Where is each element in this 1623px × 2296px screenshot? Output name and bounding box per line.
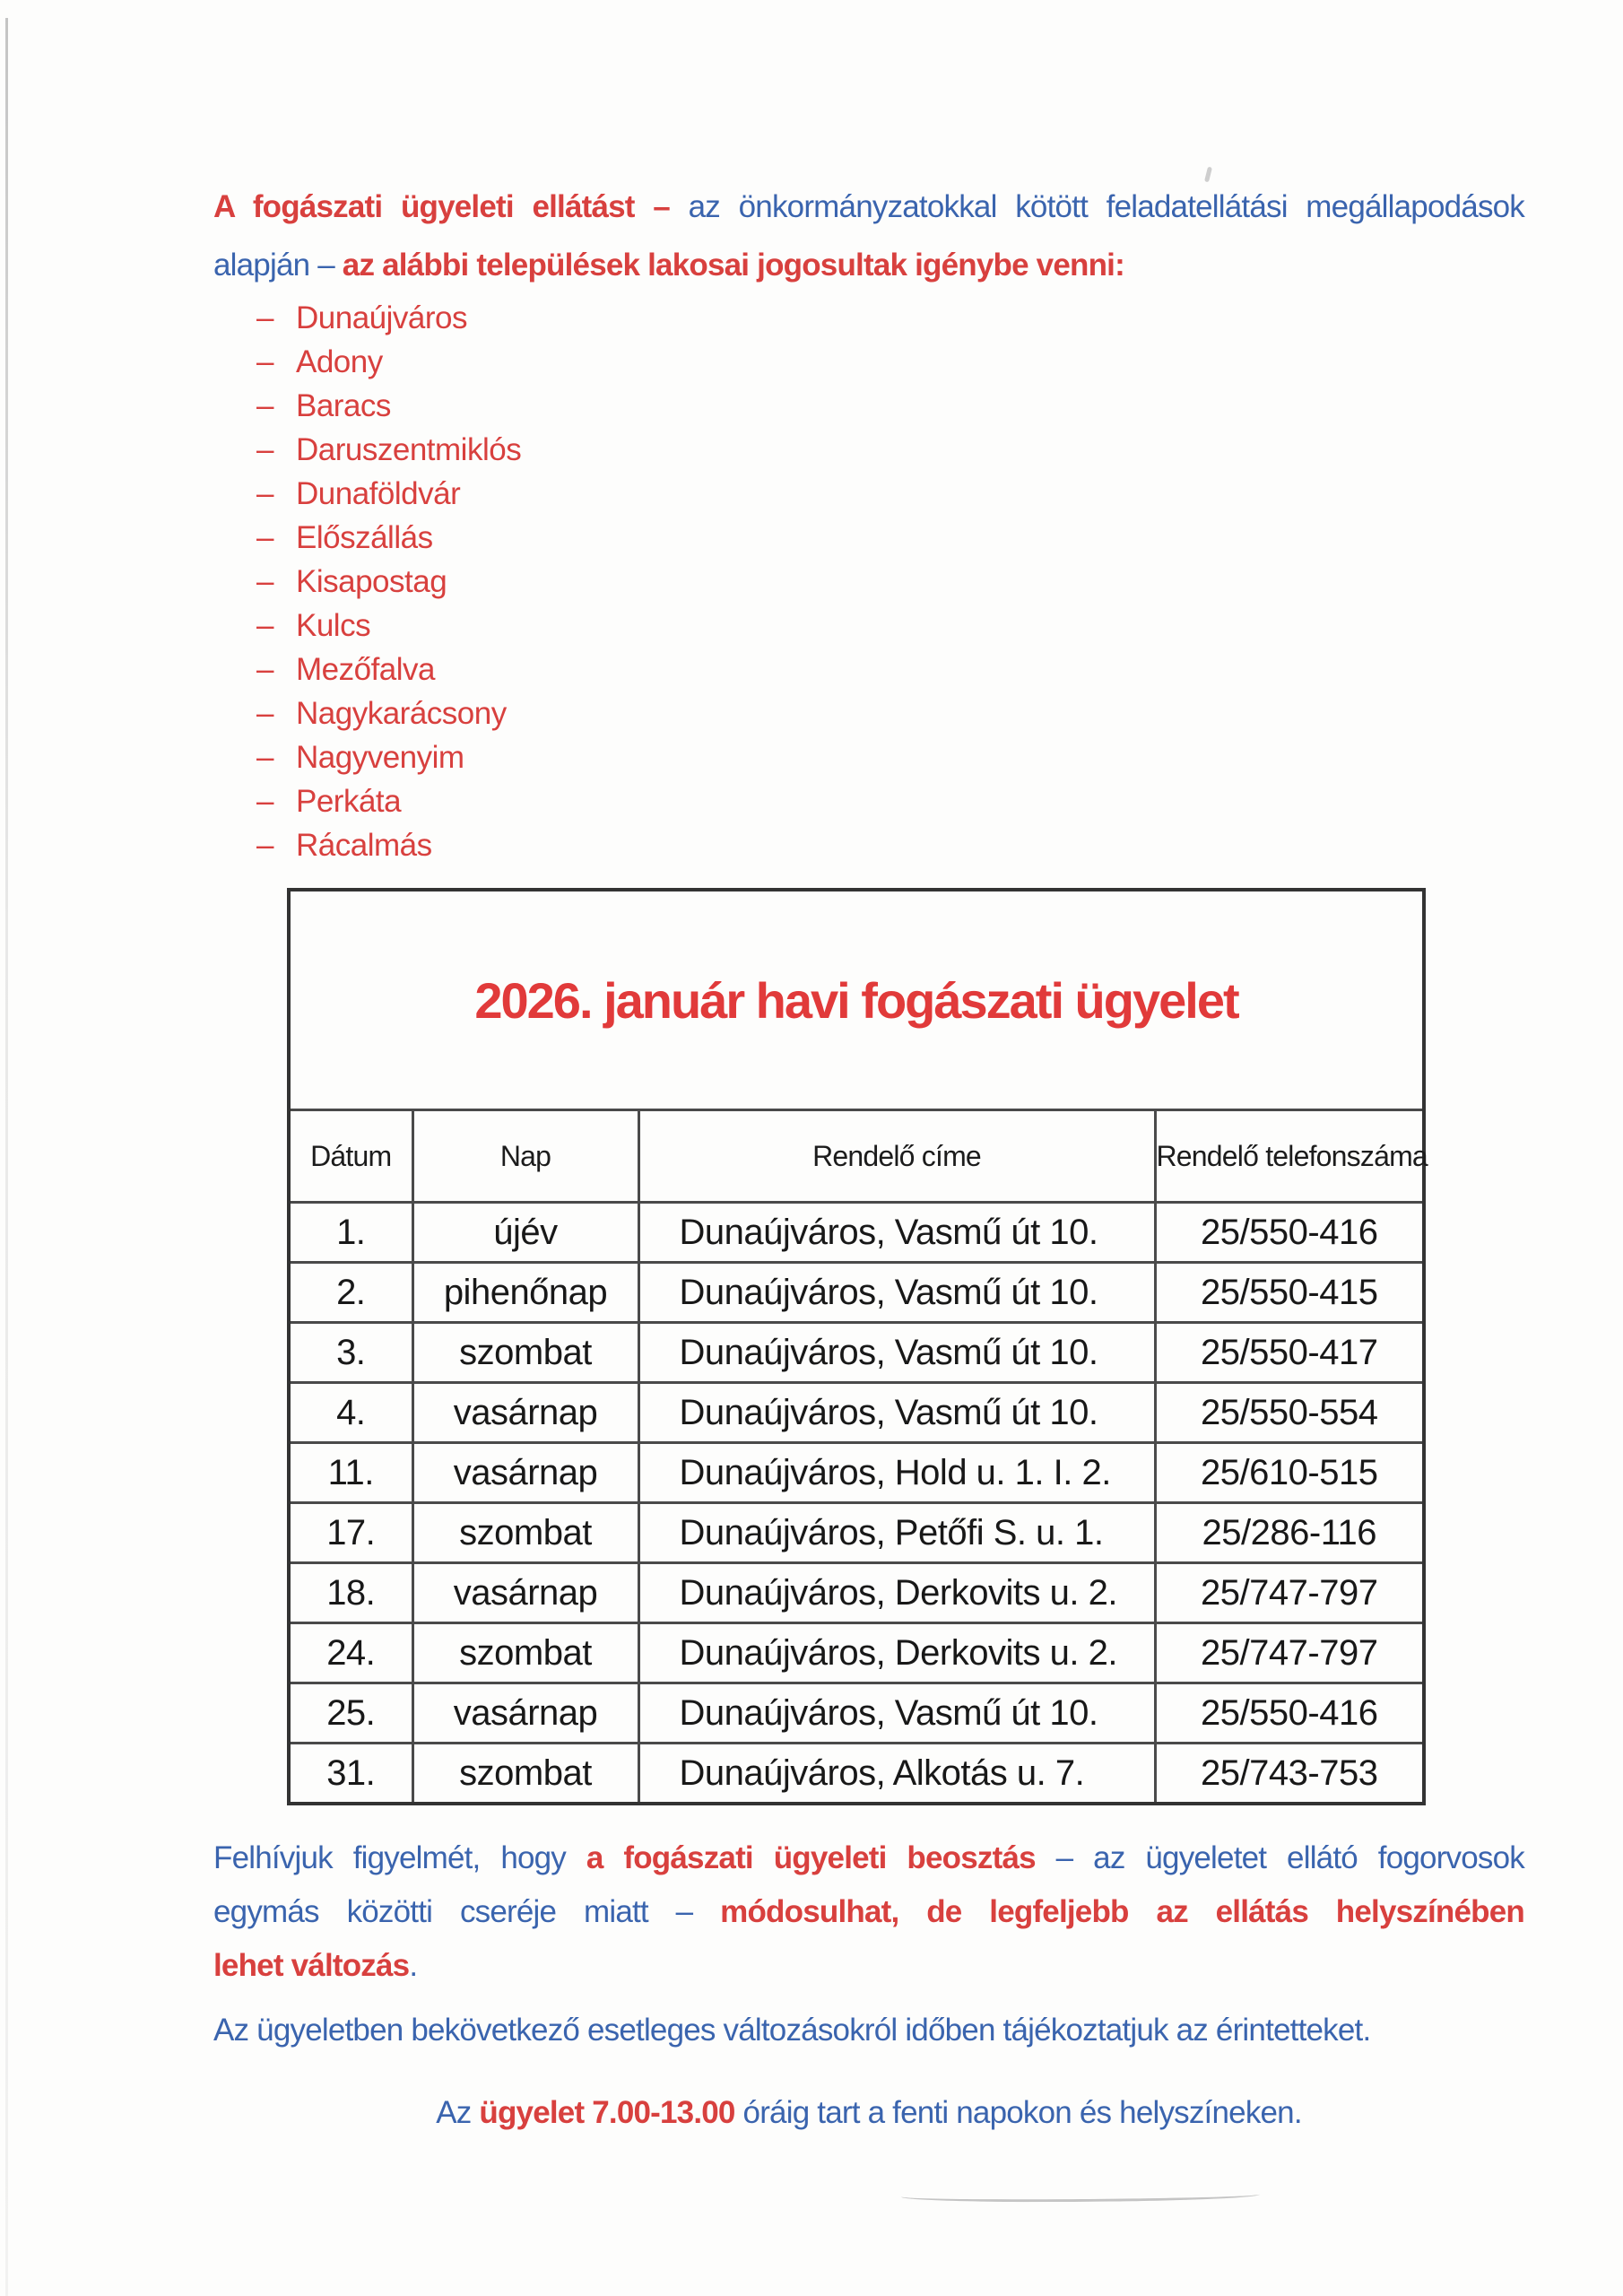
- intro-dash: –: [634, 189, 689, 224]
- list-dash: –: [256, 564, 273, 599]
- cell-day: szombat: [412, 1323, 638, 1383]
- cell-address: Dunaújváros, Vasmű út 10.: [638, 1323, 1155, 1383]
- notes-section: [213, 1831, 1524, 2140]
- cell-day: szombat: [412, 1623, 638, 1683]
- list-dash: –: [256, 784, 273, 819]
- list-dash: –: [256, 740, 273, 775]
- cell-day: vasárnap: [412, 1683, 638, 1744]
- town-item: [256, 691, 1063, 735]
- note-red-text: a fogászati ügyeleti beosztás: [586, 1840, 1036, 1875]
- town-label: Nagykarácsony: [296, 696, 507, 731]
- column-header-telefon: Rendelő telefonszáma: [1155, 1110, 1424, 1203]
- note-red-text: módosulhat, de legfeljebb az ellátás helyszínében: [720, 1894, 1525, 1929]
- table-row: [289, 1503, 1424, 1563]
- town-item: [256, 428, 1063, 472]
- town-item: [256, 779, 1063, 823]
- town-label: Kisapostag: [296, 564, 447, 599]
- town-item: [256, 472, 1063, 516]
- table-title: 2026. január havi fogászati ügyelet: [289, 890, 1424, 1110]
- list-dash: –: [256, 828, 273, 863]
- cell-day: szombat: [412, 1744, 638, 1805]
- list-dash: –: [256, 300, 273, 335]
- list-dash: –: [256, 476, 273, 511]
- town-label: Perkáta: [296, 784, 402, 819]
- note-blue-text: Az: [436, 2095, 480, 2130]
- town-item: [256, 604, 1063, 648]
- note-blue-text: Felhívjuk figyelmét, hogy: [213, 1840, 586, 1875]
- town-label: Dunaföldvár: [296, 476, 461, 511]
- cell-date: 17.: [289, 1503, 412, 1563]
- cell-day: vasárnap: [412, 1563, 638, 1623]
- town-label: Baracs: [296, 388, 391, 423]
- cell-date: 11.: [289, 1443, 412, 1503]
- table-row: [289, 1623, 1424, 1683]
- column-header-datum: Dátum: [289, 1110, 412, 1203]
- town-item: [256, 735, 1063, 779]
- table-header-row: [289, 1110, 1424, 1203]
- cell-date: 18.: [289, 1563, 412, 1623]
- town-item: [256, 516, 1063, 560]
- intro-red-lead: A fogászati ügyeleti ellátást: [213, 189, 635, 224]
- scan-smudge-artifact: [901, 2187, 1260, 2204]
- table-row: [289, 1563, 1424, 1623]
- cell-phone: 25/550-416: [1155, 1683, 1424, 1744]
- cell-address: Dunaújváros, Alkotás u. 7.: [638, 1744, 1155, 1805]
- town-item: [256, 648, 1063, 691]
- cell-date: 1.: [289, 1203, 412, 1263]
- intro-blue-mid: az önkormányzatokkal kötött feladatellátási megállapodások: [688, 189, 1525, 224]
- town-label: Rácalmás: [296, 828, 432, 863]
- scan-edge-artifact: [5, 18, 8, 2296]
- cell-address: Dunaújváros, Vasmű út 10.: [638, 1203, 1155, 1263]
- cell-day: pihenőnap: [412, 1263, 638, 1323]
- list-dash: –: [256, 388, 273, 423]
- cell-day: újév: [412, 1203, 638, 1263]
- cell-day: vasárnap: [412, 1443, 638, 1503]
- cell-date: 3.: [289, 1323, 412, 1383]
- cell-phone: 25/550-417: [1155, 1323, 1424, 1383]
- cell-address: Dunaújváros, Petőfi S. u. 1.: [638, 1503, 1155, 1563]
- cell-address: Dunaújváros, Vasmű út 10.: [638, 1263, 1155, 1323]
- cell-phone: 25/550-415: [1155, 1263, 1424, 1323]
- list-dash: –: [256, 432, 273, 467]
- note-line-2: [213, 1885, 1524, 1939]
- town-label: Daruszentmiklós: [296, 432, 522, 467]
- list-dash: –: [256, 608, 273, 643]
- cell-date: 4.: [289, 1383, 412, 1443]
- cell-phone: 25/550-416: [1155, 1203, 1424, 1263]
- table-row: [289, 1683, 1424, 1744]
- note-red-text: lehet változás: [213, 1948, 410, 1983]
- town-item: [256, 823, 1063, 867]
- intro-line-2: [213, 236, 1524, 294]
- cell-address: Dunaújváros, Hold u. 1. I. 2.: [638, 1443, 1155, 1503]
- note-red-text: ügyelet 7.00-13.00: [479, 2095, 735, 2130]
- table-row: [289, 1744, 1424, 1805]
- table-row: [289, 1323, 1424, 1383]
- town-list: [256, 296, 1063, 867]
- cell-phone: 25/747-797: [1155, 1623, 1424, 1683]
- intro-line-1: [213, 178, 1524, 236]
- cell-address: Dunaújváros, Vasmű út 10.: [638, 1683, 1155, 1744]
- table-title-row: [289, 890, 1424, 1110]
- note-blue-text: – az ügyeletet ellátó fogorvosok: [1035, 1840, 1524, 1875]
- town-label: Mezőfalva: [296, 652, 436, 687]
- note-blue-text: .: [409, 1948, 418, 1983]
- town-item: [256, 560, 1063, 604]
- town-label: Nagyvenyim: [296, 740, 464, 775]
- cell-phone: 25/743-753: [1155, 1744, 1424, 1805]
- column-header-cim: Rendelő címe: [638, 1110, 1155, 1203]
- note-info-paragraph: Az ügyeletben bekövetkező esetleges változásokról időben tájékoztatjuk az érintetteket.: [213, 2013, 1371, 2048]
- table-row: [289, 1203, 1424, 1263]
- intro-paragraph: [213, 178, 1524, 294]
- cell-address: Dunaújváros, Derkovits u. 2.: [638, 1563, 1155, 1623]
- note-hours-line: [213, 2086, 1524, 2140]
- town-item: [256, 296, 1063, 340]
- table-row: [289, 1263, 1424, 1323]
- list-dash: –: [256, 344, 273, 379]
- cell-phone: 25/747-797: [1155, 1563, 1424, 1623]
- cell-phone: 25/286-116: [1155, 1503, 1424, 1563]
- intro-blue-tail: alapján –: [213, 248, 343, 283]
- note-blue-text: óráig tart a fenti napokon és helyszíneken.: [734, 2095, 1302, 2130]
- list-dash: –: [256, 652, 273, 687]
- town-label: Adony: [296, 344, 383, 379]
- cell-day: vasárnap: [412, 1383, 638, 1443]
- town-item: [256, 384, 1063, 428]
- cell-address: Dunaújváros, Vasmű út 10.: [638, 1383, 1155, 1443]
- town-item: [256, 340, 1063, 384]
- cell-address: Dunaújváros, Derkovits u. 2.: [638, 1623, 1155, 1683]
- table-row: [289, 1443, 1424, 1503]
- list-dash: –: [256, 696, 273, 731]
- note-line-1: [213, 1831, 1524, 1885]
- note-blue-text: egymás közötti cseréje miatt –: [213, 1894, 721, 1929]
- duty-table: [287, 888, 1426, 1805]
- cell-phone: 25/610-515: [1155, 1443, 1424, 1503]
- town-label: Kulcs: [296, 608, 371, 643]
- note-change-paragraph: [213, 1831, 1524, 1993]
- list-dash: –: [256, 520, 273, 555]
- cell-date: 25.: [289, 1683, 412, 1744]
- note-line-3: [213, 1939, 1524, 1993]
- cell-phone: 25/550-554: [1155, 1383, 1424, 1443]
- cell-date: 31.: [289, 1744, 412, 1805]
- intro-red-tail: az alábbi települések lakosai jogosultak igénybe venni:: [342, 248, 1124, 283]
- cell-date: 24.: [289, 1623, 412, 1683]
- cell-day: szombat: [412, 1503, 638, 1563]
- town-label: Előszállás: [296, 520, 433, 555]
- cell-date: 2.: [289, 1263, 412, 1323]
- table-row: [289, 1383, 1424, 1443]
- column-header-nap: Nap: [412, 1110, 638, 1203]
- town-label: Dunaújváros: [296, 300, 467, 335]
